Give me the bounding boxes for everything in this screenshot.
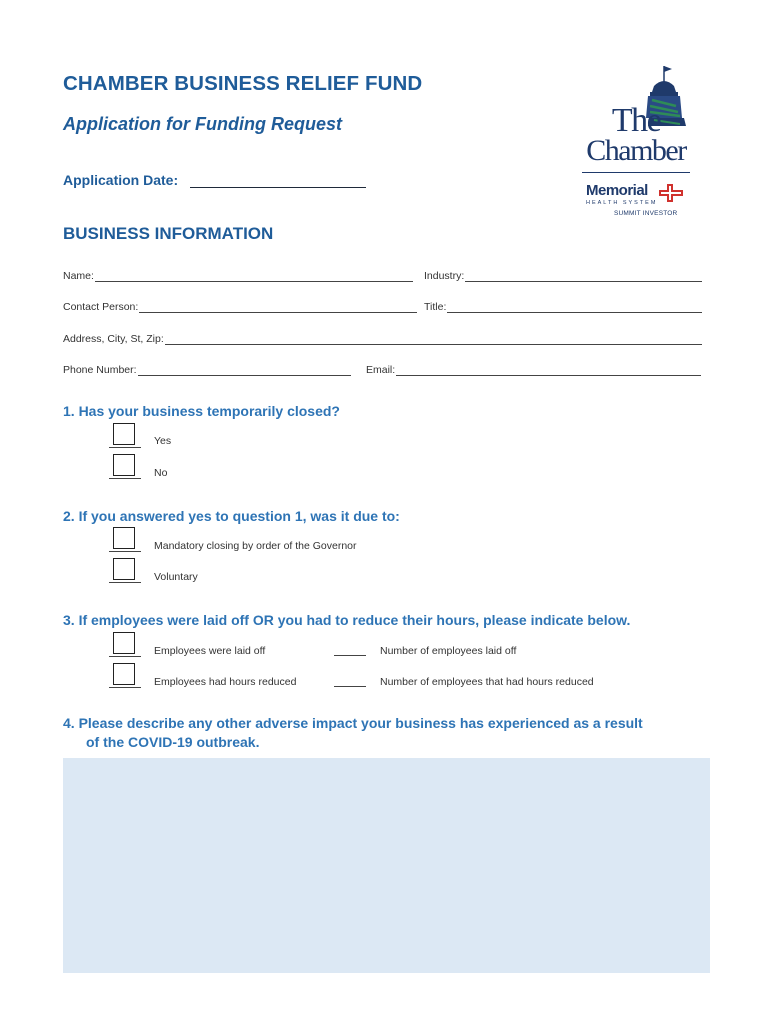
q2-voluntary-label: Voluntary <box>154 571 198 583</box>
checkbox-box[interactable] <box>113 423 135 445</box>
q2-voluntary-checkbox[interactable] <box>109 558 141 584</box>
form-title: CHAMBER BUSINESS RELIEF FUND <box>63 72 423 95</box>
contact-field-row <box>63 299 417 313</box>
hours-reduced-count-input[interactable] <box>334 678 366 687</box>
checkbox-box[interactable] <box>113 632 135 654</box>
logo-health-system: HEALTH SYSTEM <box>586 200 658 206</box>
phone-label: Phone Number: <box>63 364 137 376</box>
checkbox-underline <box>109 656 141 657</box>
checkbox-underline <box>109 478 141 479</box>
checkbox-underline <box>109 687 141 688</box>
chamber-logo <box>580 62 692 227</box>
laid-off-count-input[interactable] <box>334 647 366 656</box>
q3-hours-reduced-label: Employees had hours reduced <box>154 676 297 688</box>
checkbox-underline <box>109 447 141 448</box>
business-information-heading: BUSINESS INFORMATION <box>63 224 274 243</box>
q1-no-checkbox[interactable] <box>109 454 141 480</box>
name-input[interactable] <box>95 271 413 282</box>
phone-field-row <box>63 362 351 376</box>
logo-memorial: Memorial <box>586 182 648 199</box>
q3-hours-reduced-checkbox[interactable] <box>109 663 141 689</box>
phone-input[interactable] <box>138 365 351 376</box>
logo-divider <box>582 172 690 173</box>
question-4 <box>63 714 713 752</box>
laid-off-count-label: Number of employees laid off <box>380 645 517 657</box>
q1-no-label: No <box>154 467 168 479</box>
checkbox-box[interactable] <box>113 663 135 685</box>
checkbox-box[interactable] <box>113 558 135 580</box>
contact-person-label: Contact Person: <box>63 301 139 313</box>
logo-the: The <box>611 102 661 139</box>
question-2: 2. If you answered yes to question 1, was it due to: <box>63 508 400 524</box>
checkbox-underline <box>109 582 141 583</box>
question-3: 3. If employees were laid off OR you had to reduce their hours, please indicate below. <box>63 612 631 628</box>
industry-field-row <box>424 268 702 282</box>
q1-yes-checkbox[interactable] <box>109 423 141 449</box>
address-label: Address, City, St, Zip: <box>63 333 164 345</box>
name-field-row <box>63 268 413 282</box>
q2-mandatory-label: Mandatory closing by order of the Governor <box>154 540 357 552</box>
title-input[interactable] <box>447 302 702 313</box>
application-date-row <box>63 172 366 188</box>
checkbox-box[interactable] <box>113 454 135 476</box>
checkbox-underline <box>109 551 141 552</box>
email-input[interactable] <box>396 365 701 376</box>
email-field-row <box>366 362 701 376</box>
question-1: 1. Has your business temporarily closed? <box>63 403 340 419</box>
hours-reduced-count-row <box>334 678 366 687</box>
q3-laid-off-checkbox[interactable] <box>109 632 141 658</box>
hours-reduced-count-label: Number of employees that had hours reduced <box>380 676 594 688</box>
adverse-impact-textarea[interactable] <box>63 758 710 973</box>
question-4-line-2: of the COVID-19 outbreak. <box>86 734 260 750</box>
form-subtitle: Application for Funding Request <box>63 114 342 134</box>
title-label: Title: <box>424 301 447 313</box>
contact-person-input[interactable] <box>139 302 417 313</box>
title-field-row <box>424 299 702 313</box>
question-4-line-1: 4. Please describe any other adverse impact your business has experienced as a result <box>63 715 643 731</box>
q3-laid-off-label: Employees were laid off <box>154 645 266 657</box>
application-date-field[interactable] <box>190 172 366 188</box>
memorial-cross-icon <box>658 183 684 203</box>
laid-off-count-row <box>334 647 366 656</box>
address-input[interactable] <box>165 334 702 345</box>
logo-chamber: Chamber <box>586 134 686 167</box>
industry-label: Industry: <box>424 270 465 282</box>
checkbox-box[interactable] <box>113 527 135 549</box>
logo-tagline: SUMMIT INVESTOR <box>614 210 678 217</box>
application-date-label: Application Date: <box>63 172 179 188</box>
address-field-row <box>63 331 702 345</box>
email-label: Email: <box>366 364 396 376</box>
name-label: Name: <box>63 270 94 282</box>
industry-input[interactable] <box>465 271 702 282</box>
q2-mandatory-checkbox[interactable] <box>109 527 141 553</box>
q1-yes-label: Yes <box>154 435 172 447</box>
